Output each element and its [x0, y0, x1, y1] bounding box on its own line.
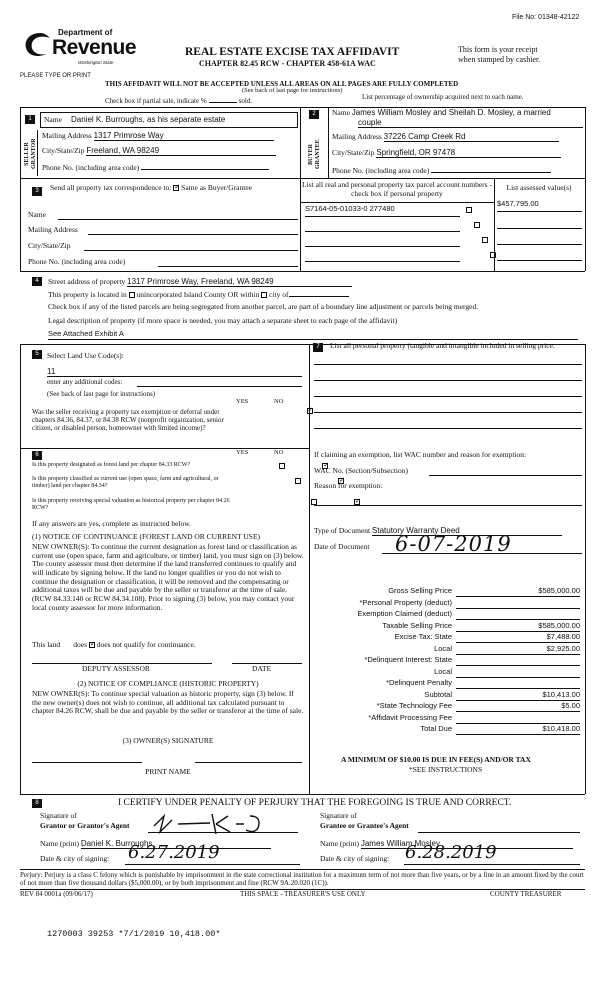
tax-correspondence-label: Send all property tax correspondence to: ✓ Same as Buyer/Grantee [50, 184, 300, 193]
grantee-sig-label-2: Grantee or Grantee's Agent [320, 821, 409, 830]
see-back-land-use: (See back of last page for instructions) [47, 390, 156, 398]
grantor-sig-label-2: Grantor or Grantor's Agent [40, 821, 130, 830]
grantor-date-label: Date & city of signing: [40, 854, 110, 863]
tax-row-label: *Personal Property (deduct) [359, 598, 452, 607]
s3-city-field[interactable]: City/State/Zip [28, 242, 298, 251]
s3-name-field[interactable]: Name [28, 211, 298, 220]
notice-continuance-body: NEW OWNER(S): To continue the current designation as forest land or classification as current use (open space, farm and agriculture, or timber) land, you must sign on (3) below. The county assessor must then determine if the land transferred continues to qualify and will indicate by signing below. If the land no longer qualifies or you do not wish to continue the designation or classification, it will be removed and the compensating or additional taxes will be due and payable by the seller or transferor at the time of sale. (RCW 84.33.140 or RCW 84.34.108). Prior to signing (3) below, you may contact your local county assessor for more information. [32, 542, 304, 612]
grantor-name-field[interactable]: Name (print) Daniel K. Burroughs [40, 839, 271, 849]
tax-row-value[interactable] [456, 610, 580, 620]
section-5-badge: 5 [32, 350, 42, 359]
rev-number: REV 84 0001a (09/06/17) [20, 890, 93, 898]
tax-row-value[interactable]: $5.00 [456, 702, 580, 712]
tax-row-label: Local [434, 644, 452, 653]
current-use-question: Is this property classified as current use (open space, farm and agricultural, or timber) land per chapter 84.34? [32, 476, 219, 489]
warning-text: THIS AFFIDAVIT WILL NOT BE ACCEPTED UNLESS ALL AREAS ON ALL PAGES ARE FULLY COMPLETED [105, 80, 459, 88]
tax-row-value[interactable] [456, 668, 580, 678]
logo-line1: Department of [58, 28, 113, 37]
if-yes-note: If any answers are yes, complete as instructed below. [32, 519, 192, 528]
buyer-name-line2[interactable]: couple [358, 118, 583, 128]
forest-yes-checkbox[interactable] [279, 463, 285, 469]
please-type: PLEASE TYPE OR PRINT [20, 73, 91, 79]
notice-continuance-title: (1) NOTICE OF CONTINUANCE (FOREST LAND OR CURRENT USE) [32, 532, 261, 541]
section-2-badge: 2 [309, 110, 319, 119]
s5-yes-header: YES [236, 398, 249, 405]
section-7-badge: 7 [313, 343, 323, 352]
tax-row-label: *Delinquent Penalty [386, 678, 452, 687]
section-3-badge: 3 [32, 187, 42, 196]
file-number: File No: 01348-42122 [512, 14, 580, 21]
tax-row-label: Exemption Claimed (deduct) [357, 609, 452, 618]
city-of-checkbox[interactable] [261, 292, 267, 298]
grantor-signature[interactable] [150, 810, 280, 838]
tax-row-value[interactable]: $585,000.00 [456, 622, 580, 632]
section-8-badge: 8 [32, 799, 42, 808]
s6-no-header: NO [274, 449, 284, 456]
seller-city-field[interactable]: City/State/Zip Freeland, WA 98249 [42, 146, 298, 156]
wac-number-field[interactable]: WAC No. (Section/Subsection) [314, 467, 582, 476]
tax-row-value[interactable] [456, 679, 580, 689]
s3-phone-field[interactable]: Phone No. (including area code) [28, 258, 298, 267]
current-use-yes-checkbox[interactable] [295, 478, 301, 484]
assessed-value-1[interactable]: $457,795.00 [497, 199, 539, 208]
partial-sale-label: Check box if partial sale, indicate % sold. [105, 97, 253, 105]
land-use-label: Select Land Use Code(s): [47, 351, 124, 360]
tax-row-value[interactable]: $10,418.00 [456, 725, 580, 735]
form-title: REAL ESTATE EXCISE TAX AFFIDAVIT [185, 46, 400, 58]
personal-property-checkbox-1[interactable] [466, 207, 472, 213]
tax-row-label: Local [434, 667, 452, 676]
tax-row-value[interactable] [456, 599, 580, 609]
s6-yes-header: YES [236, 449, 249, 456]
exemption-no-checkbox[interactable] [307, 408, 313, 414]
assessed-header: List assessed value(s) [506, 183, 572, 192]
perjury-notice: Perjury: Perjury is a class C felony which is punishable by imprisonment in the state correctional institution for a maximum term of not more than five years, or by a fine in an amount fixed by the court of not more than five thousand dollars ($5,000.00), or by both imprisonment and fine (RCW 9A.20.020 (1C)). [20, 871, 584, 888]
tax-row-label: *Affidavit Processing Fee [368, 713, 452, 722]
section-4-badge: 4 [32, 277, 42, 286]
document-date-label: Date of Document [314, 542, 370, 551]
buyer-mailing-field[interactable]: Mailing Address 37226 Camp Creek Rd [332, 132, 582, 142]
treasurer-stamp: 1270003 39253 *7/1/2019 10,418.00* [47, 929, 221, 939]
property-location: This property is located in unincorporated Island County OR within city of [48, 291, 349, 300]
receipt-note-2: when stamped by cashier. [458, 55, 541, 64]
buyer-name-field[interactable]: Name James William Mosley and Sheilah D. Mosley, a married [332, 108, 551, 117]
buyer-phone-field[interactable]: Phone No. (including area code) [332, 164, 582, 176]
historical-question: Is this property receiving special valuation as historical property per chapter 84.26 RCW? [32, 498, 230, 511]
forest-land-question: Is this property designated as forest land per chapter 84.33 RCW? [32, 462, 191, 468]
print-name-label: PRINT NAME [145, 767, 191, 776]
seller-phone-field[interactable]: Phone No. (including area code) [42, 161, 298, 173]
tax-row-label: Taxable Selling Price [382, 621, 452, 630]
county-treasurer-label: COUNTY TREASURER [490, 890, 562, 898]
treasurer-use-only: THIS SPACE - TREASURER'S USE ONLY [240, 890, 366, 898]
segregated-parcels: Check box if any of the listed parcels are being segregated from another parcel, are part of a boundary line adjustment or parcels being merged. [48, 302, 479, 311]
does-not-checkbox[interactable] [89, 642, 95, 648]
parcel-header: List all real and personal property tax parcel account numbers - check box if personal property [302, 180, 492, 198]
parcel-number-1[interactable]: S7164-05-01033-0 277480 [305, 204, 395, 213]
tax-row-label: Gross Selling Price [388, 586, 452, 595]
seller-mailing-field[interactable]: Mailing Address 1317 Primrose Way [42, 131, 298, 141]
personal-property-checkbox-2[interactable] [474, 222, 480, 228]
personal-property-checkbox-3[interactable] [482, 237, 488, 243]
logo-line2: Revenue [52, 36, 137, 59]
exemption-question: Was the seller receiving a property tax exemption or deferral under chapters 84.36, 84.37, or 84.38 RCW (nonprofit organization, senior citizen, or disabled person, homeowner with limited income)? [32, 408, 224, 433]
additional-codes-field[interactable]: enter any additional codes: [47, 378, 302, 386]
deputy-assessor-label: DEPUTY ASSESSOR [82, 664, 150, 673]
form-subtitle: CHAPTER 82.45 RCW - CHAPTER 458-61A WAC [199, 59, 376, 68]
tax-row-value[interactable] [456, 714, 580, 724]
tax-row-label: Total Due [420, 724, 452, 733]
department-of-revenue-logo [22, 28, 137, 70]
s3-mailing-field[interactable]: Mailing Address [28, 226, 298, 235]
street-address-field[interactable]: Street address of property 1317 Primrose Way, Freeland, WA 98249 [48, 277, 352, 287]
legal-description-value[interactable]: See Attached Exhibit A [48, 329, 124, 338]
deputy-date-label: DATE [252, 664, 272, 673]
grantee-sig-label-1: Signature of [320, 811, 357, 820]
see-instructions: *SEE INSTRUCTIONS [409, 765, 483, 774]
minimum-fee-note: A MINIMUM OF $10.00 IS DUE IN FEE(S) AND/OR TAX [341, 755, 531, 764]
tax-row-value[interactable]: $585,000.00 [456, 587, 580, 597]
seller-side-label: SELLER GRANTOR [24, 138, 37, 170]
tax-row-label: Excise Tax: State [394, 632, 452, 641]
tax-row-value[interactable]: $10,413.00 [456, 691, 580, 701]
tax-row-label: *Delinquent Interest: State [364, 655, 452, 664]
buyer-city-field[interactable]: City/State/Zip Springfield, OR 97478 [332, 148, 582, 158]
grantee-date-handwritten[interactable]: 6.28.2019 [405, 842, 497, 863]
notice-compliance-body: NEW OWNER(S): To continue special valuation as historic property, sign (3) below. If the new owner(s) does not wish to continue, all additional tax calculated pursuant to chapter 84.26 RCW, shall be due and payable by the seller or transferor at the time of sale. [32, 689, 304, 716]
certify-statement: I CERTIFY UNDER PENALTY OF PERJURY THAT THE FOREGOING IS TRUE AND CORRECT. [118, 798, 512, 808]
seller-name-field[interactable]: Name Daniel K. Burroughs, as his separate estate [40, 112, 298, 128]
same-as-buyer-checkbox[interactable] [173, 185, 179, 191]
exemption-claim-label: If claiming an exemption, list WAC number and reason for exemption: [314, 450, 527, 459]
land-use-code[interactable]: 11 [47, 367, 56, 376]
tax-row-value[interactable]: $2,925.00 [456, 645, 580, 655]
receipt-note-1: This form is your receipt [458, 45, 538, 54]
continuance-qualify: This land does ✓ does not qualify for continuance. [32, 641, 302, 650]
reason-exemption-label: Reason for exemption: [314, 481, 383, 490]
grantee-name-field[interactable]: Name (print) James William Mosley [320, 839, 573, 849]
notice-compliance-title: (2) NOTICE OF COMPLIANCE (HISTORIC PROPERTY) [77, 679, 259, 688]
see-back-header: (See back of last page for instructions) [242, 87, 343, 94]
section-6-badge: 6 [32, 451, 42, 460]
personal-property-checkbox-4[interactable] [490, 252, 496, 258]
unincorporated-checkbox[interactable] [129, 292, 135, 298]
s5-no-header: NO [274, 398, 284, 405]
document-type-field[interactable]: Type of Document Statutory Warranty Deed [314, 526, 582, 536]
buyer-side-label-box [300, 128, 328, 176]
document-date-handwritten[interactable]: 6-07-2019 [395, 532, 512, 556]
tax-row-value[interactable] [456, 656, 580, 666]
logo-line3: Washington State [78, 60, 114, 65]
grantor-sig-label-1: Signature of [40, 811, 77, 820]
tax-row-value[interactable]: $7,488.00 [456, 633, 580, 643]
grantor-date-handwritten[interactable]: 6.27.2019 [128, 842, 220, 863]
buyer-side-label: BUYER GRANTEE [308, 139, 321, 169]
seller-side-label-box [20, 130, 38, 176]
personal-property-label: List all personal property (tangible and intangible included in selling price. [330, 341, 555, 350]
section-1-badge: 1 [25, 115, 35, 124]
legal-description-label: Legal description of property (if more space is needed, you may attach a separate sheet to each page of the affidavit) [48, 316, 398, 325]
tax-row-label: Subtotal [424, 690, 452, 699]
ownership-note: List percentage of ownership acquired next to each name. [362, 93, 524, 101]
owner-signature-label: (3) OWNER(S) SIGNATURE [122, 736, 214, 745]
tax-row-label: *State Technology Fee [376, 701, 452, 710]
grantee-date-label: Date & city of signing: [320, 854, 390, 863]
